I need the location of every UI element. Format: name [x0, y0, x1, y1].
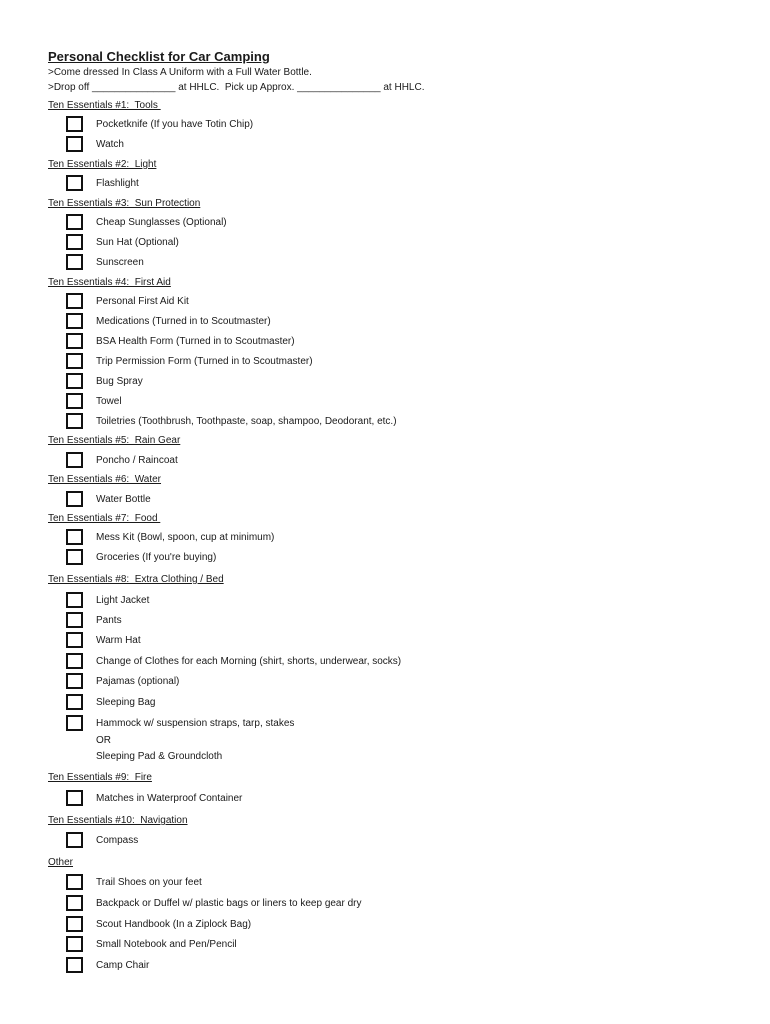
checklist-item-label: Hammock w/ suspension straps, tarp, stakes	[96, 718, 295, 729]
checklist-item-label: Scout Handbook (In a Ziplock Bag)	[96, 919, 252, 930]
checkbox-cheap-sunglasses-optional[interactable]	[66, 214, 83, 230]
or-text: OR	[96, 735, 111, 746]
checklist-item-label: Compass	[96, 835, 139, 846]
checkbox-change-of-clothes-for-each-mor[interactable]	[66, 653, 83, 669]
checkbox-scout-handbook-in-a-ziplock-ba[interactable]	[66, 916, 83, 932]
checkbox-sun-hat-optional[interactable]	[66, 234, 83, 250]
section-heading: Ten Essentials #7: Food	[48, 513, 161, 524]
checkbox-hammock-w-suspension-straps-ta[interactable]	[66, 715, 83, 731]
checklist-item-label: Poncho / Raincoat	[96, 455, 178, 466]
section-heading: Ten Essentials #6: Water	[48, 474, 162, 485]
checkbox-small-notebook-and-pen-pencil[interactable]	[66, 936, 83, 952]
checkbox-watch[interactable]	[66, 136, 83, 152]
intro-line-2: >Drop off _______________ at HHLC. Pick up Approx. _______________ at HHLC.	[48, 82, 425, 93]
checkbox-water-bottle[interactable]	[66, 491, 83, 507]
section-heading: Ten Essentials #9: Fire	[48, 772, 152, 783]
checkbox-mess-kit-bowl-spoon-cup-at-min[interactable]	[66, 529, 83, 545]
checklist-item-label: Cheap Sunglasses (Optional)	[96, 217, 227, 228]
checklist-item-label: Towel	[96, 396, 122, 407]
checklist-item-label: Change of Clothes for each Morning (shirt, shorts, underwear, socks)	[96, 656, 402, 667]
checkbox-groceries-if-you-re-buying[interactable]	[66, 549, 83, 565]
checkbox-poncho-raincoat[interactable]	[66, 452, 83, 468]
checkbox-matches-in-waterproof-containe[interactable]	[66, 790, 83, 806]
checklist-item-label: Small Notebook and Pen/Pencil	[96, 939, 237, 950]
checklist-item-label: Watch	[96, 139, 124, 150]
checkbox-pocketknife-if-you-have-totin-[interactable]	[66, 116, 83, 132]
checkbox-sleeping-bag[interactable]	[66, 694, 83, 710]
checkbox-light-jacket[interactable]	[66, 592, 83, 608]
checkbox-sunscreen[interactable]	[66, 254, 83, 270]
checkbox-personal-first-aid-kit[interactable]	[66, 293, 83, 309]
checklist-item-label: Matches in Waterproof Container	[96, 793, 243, 804]
section-heading: Other	[48, 857, 74, 868]
checklist-item-label: Sun Hat (Optional)	[96, 237, 179, 248]
section-heading: Ten Essentials #2: Light	[48, 159, 157, 170]
checkbox-trail-shoes-on-your-feet[interactable]	[66, 874, 83, 890]
checkbox-medications-turned-in-to-scout[interactable]	[66, 313, 83, 329]
checkbox-bug-spray[interactable]	[66, 373, 83, 389]
checklist-item-label: Light Jacket	[96, 595, 150, 606]
checklist-item-label: BSA Health Form (Turned in to Scoutmaster)	[96, 336, 295, 347]
checklist-item-label: Trail Shoes on your feet	[96, 877, 202, 888]
checkbox-camp-chair[interactable]	[66, 957, 83, 973]
checkbox-trip-permission-form-turned-in[interactable]	[66, 353, 83, 369]
checklist-item-label: Medications (Turned in to Scoutmaster)	[96, 316, 271, 327]
checklist-item-alt-label: Sleeping Pad & Groundcloth	[96, 751, 223, 762]
checkbox-warm-hat[interactable]	[66, 632, 83, 648]
checklist-item-label: Camp Chair	[96, 960, 150, 971]
checklist-item-label: Groceries (If you're buying)	[96, 552, 217, 563]
checkbox-backpack-or-duffel-w-plastic-b[interactable]	[66, 895, 83, 911]
checklist-item-label: Trip Permission Form (Turned in to Scoutmaster)	[96, 356, 313, 367]
checkbox-compass[interactable]	[66, 832, 83, 848]
checklist-item-label: Water Bottle	[96, 494, 151, 505]
section-heading: Ten Essentials #1: Tools	[48, 100, 161, 111]
checkbox-pants[interactable]	[66, 612, 83, 628]
section-heading: Ten Essentials #3: Sun Protection	[48, 198, 201, 209]
checklist-item-label: Pants	[96, 615, 122, 626]
checklist-item-label: Pocketknife (If you have Totin Chip)	[96, 119, 254, 130]
page-title: Personal Checklist for Car Camping	[48, 49, 270, 64]
checklist-item-label: Warm Hat	[96, 635, 141, 646]
checkbox-toiletries-toothbrush-toothpas[interactable]	[66, 413, 83, 429]
section-heading: Ten Essentials #10: Navigation	[48, 815, 188, 826]
checklist-item-label: Toiletries (Toothbrush, Toothpaste, soap, shampoo, Deodorant, etc.)	[96, 416, 397, 427]
section-heading: Ten Essentials #5: Rain Gear	[48, 435, 181, 446]
checklist-item-label: Flashlight	[96, 178, 139, 189]
section-heading: Ten Essentials #8: Extra Clothing / Bed	[48, 574, 224, 585]
checklist-item-label: Bug Spray	[96, 376, 143, 387]
checklist-item-label: Backpack or Duffel w/ plastic bags or liners to keep gear dry	[96, 898, 362, 909]
checklist-item-label: Sunscreen	[96, 257, 144, 268]
checkbox-towel[interactable]	[66, 393, 83, 409]
checklist-item-label: Mess Kit (Bowl, spoon, cup at minimum)	[96, 532, 275, 543]
checklist-item-label: Personal First Aid Kit	[96, 296, 189, 307]
checkbox-pajamas-optional[interactable]	[66, 673, 83, 689]
checkbox-bsa-health-form-turned-in-to-s[interactable]	[66, 333, 83, 349]
checklist-item-label: Sleeping Bag	[96, 697, 156, 708]
intro-line-1: >Come dressed In Class A Uniform with a Full Water Bottle.	[48, 67, 312, 78]
section-heading: Ten Essentials #4: First Aid	[48, 277, 171, 288]
checkbox-flashlight[interactable]	[66, 175, 83, 191]
checklist-item-label: Pajamas (optional)	[96, 676, 180, 687]
